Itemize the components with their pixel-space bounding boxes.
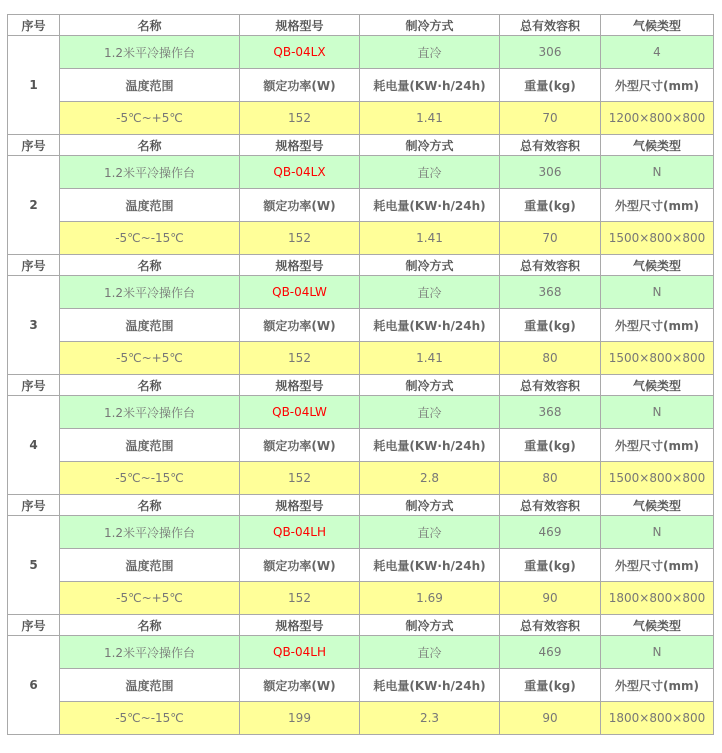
product-power: 152	[240, 222, 360, 255]
header-cell: 名称	[60, 15, 240, 36]
sub-header-cell: 重量(kg)	[500, 189, 601, 222]
sub-header-row	[8, 429, 714, 462]
product-volume: 469	[500, 516, 601, 549]
header-row	[8, 495, 714, 516]
sub-header-cell: 额定功率(W)	[240, 669, 360, 702]
header-row	[8, 135, 714, 156]
header-cell: 制冷方式	[360, 495, 500, 516]
product-spec-row	[8, 582, 714, 615]
header-cell: 总有效容积	[500, 375, 601, 396]
sub-header-row	[8, 549, 714, 582]
sub-header-cell: 耗电量(KW·h/24h)	[360, 309, 500, 342]
header-cell: 气候类型	[601, 255, 714, 276]
product-spec-row	[8, 702, 714, 735]
sub-header-cell: 重量(kg)	[500, 669, 601, 702]
sub-header-cell: 耗电量(KW·h/24h)	[360, 189, 500, 222]
header-cell: 总有效容积	[500, 255, 601, 276]
product-size: 1800×800×800	[601, 702, 714, 735]
product-model: QB-04LW	[240, 276, 360, 309]
header-cell: 气候类型	[601, 135, 714, 156]
header-cell: 规格型号	[240, 495, 360, 516]
header-row	[8, 615, 714, 636]
product-temp-range: -5℃~-15℃	[60, 702, 240, 735]
product-temp-range: -5℃~-15℃	[60, 462, 240, 495]
header-cell: 气候类型	[601, 495, 714, 516]
product-spec-row	[8, 342, 714, 375]
header-cell: 制冷方式	[360, 135, 500, 156]
header-cell: 气候类型	[601, 615, 714, 636]
sub-header-cell: 重量(kg)	[500, 549, 601, 582]
product-model: QB-04LX	[240, 156, 360, 189]
header-cell: 规格型号	[240, 255, 360, 276]
product-weight: 80	[500, 342, 601, 375]
product-size: 1500×800×800	[601, 462, 714, 495]
product-weight: 70	[500, 222, 601, 255]
sub-header-row	[8, 309, 714, 342]
sub-header-cell: 额定功率(W)	[240, 69, 360, 102]
sub-header-row	[8, 669, 714, 702]
product-cooling: 直冷	[360, 636, 500, 669]
product-power: 152	[240, 582, 360, 615]
product-model: QB-04LW	[240, 396, 360, 429]
product-consumption: 1.41	[360, 342, 500, 375]
header-cell: 制冷方式	[360, 15, 500, 36]
product-index: 6	[8, 636, 60, 735]
product-climate: 4	[601, 36, 714, 69]
product-volume: 368	[500, 396, 601, 429]
product-power: 152	[240, 342, 360, 375]
header-cell: 规格型号	[240, 615, 360, 636]
product-spec-row	[8, 462, 714, 495]
product-consumption: 1.41	[360, 222, 500, 255]
header-cell: 规格型号	[240, 15, 360, 36]
product-cooling: 直冷	[360, 396, 500, 429]
product-model: QB-04LH	[240, 516, 360, 549]
header-cell: 名称	[60, 135, 240, 156]
product-climate: N	[601, 516, 714, 549]
product-temp-range: -5℃~+5℃	[60, 582, 240, 615]
product-power: 152	[240, 462, 360, 495]
product-weight: 80	[500, 462, 601, 495]
product-name: 1.2米平冷操作台	[60, 36, 240, 69]
header-cell: 制冷方式	[360, 375, 500, 396]
sub-header-cell: 外型尺寸(mm)	[601, 189, 714, 222]
sub-header-cell: 额定功率(W)	[240, 309, 360, 342]
product-cooling: 直冷	[360, 36, 500, 69]
header-cell: 总有效容积	[500, 495, 601, 516]
sub-header-cell: 温度范围	[60, 69, 240, 102]
product-size: 1200×800×800	[601, 102, 714, 135]
sub-header-cell: 温度范围	[60, 549, 240, 582]
product-power: 152	[240, 102, 360, 135]
header-cell: 气候类型	[601, 375, 714, 396]
product-model: QB-04LH	[240, 636, 360, 669]
product-weight: 70	[500, 102, 601, 135]
sub-header-cell: 耗电量(KW·h/24h)	[360, 549, 500, 582]
product-climate: N	[601, 276, 714, 309]
header-cell: 制冷方式	[360, 615, 500, 636]
header-cell: 序号	[8, 135, 60, 156]
product-row	[8, 396, 714, 429]
product-index: 4	[8, 396, 60, 495]
product-consumption: 1.41	[360, 102, 500, 135]
product-volume: 306	[500, 36, 601, 69]
product-row	[8, 636, 714, 669]
product-climate: N	[601, 396, 714, 429]
sub-header-cell: 耗电量(KW·h/24h)	[360, 69, 500, 102]
header-cell: 名称	[60, 615, 240, 636]
product-spec-row	[8, 102, 714, 135]
sub-header-cell: 外型尺寸(mm)	[601, 669, 714, 702]
header-cell: 总有效容积	[500, 135, 601, 156]
product-volume: 368	[500, 276, 601, 309]
product-spec-row	[8, 222, 714, 255]
product-name: 1.2米平冷操作台	[60, 636, 240, 669]
product-power: 199	[240, 702, 360, 735]
header-cell: 规格型号	[240, 135, 360, 156]
product-consumption: 2.3	[360, 702, 500, 735]
header-cell: 总有效容积	[500, 615, 601, 636]
spec-table-body	[8, 15, 714, 735]
header-row	[8, 15, 714, 36]
product-row	[8, 516, 714, 549]
sub-header-cell: 重量(kg)	[500, 69, 601, 102]
product-volume: 306	[500, 156, 601, 189]
sub-header-cell: 温度范围	[60, 309, 240, 342]
product-name: 1.2米平冷操作台	[60, 156, 240, 189]
sub-header-cell: 额定功率(W)	[240, 429, 360, 462]
header-cell: 名称	[60, 375, 240, 396]
sub-header-cell: 重量(kg)	[500, 429, 601, 462]
header-cell: 序号	[8, 15, 60, 36]
product-size: 1500×800×800	[601, 342, 714, 375]
product-row	[8, 156, 714, 189]
product-cooling: 直冷	[360, 156, 500, 189]
header-cell: 名称	[60, 255, 240, 276]
product-volume: 469	[500, 636, 601, 669]
product-model: QB-04LX	[240, 36, 360, 69]
header-cell: 序号	[8, 615, 60, 636]
sub-header-cell: 温度范围	[60, 429, 240, 462]
header-cell: 序号	[8, 375, 60, 396]
header-cell: 总有效容积	[500, 15, 601, 36]
header-row	[8, 255, 714, 276]
product-row	[8, 36, 714, 69]
header-cell: 序号	[8, 255, 60, 276]
header-cell: 气候类型	[601, 15, 714, 36]
header-row	[8, 375, 714, 396]
product-climate: N	[601, 156, 714, 189]
sub-header-cell: 温度范围	[60, 669, 240, 702]
product-temp-range: -5℃~+5℃	[60, 102, 240, 135]
product-name: 1.2米平冷操作台	[60, 276, 240, 309]
sub-header-cell: 额定功率(W)	[240, 549, 360, 582]
spec-table	[7, 14, 714, 735]
product-size: 1800×800×800	[601, 582, 714, 615]
product-cooling: 直冷	[360, 276, 500, 309]
product-consumption: 1.69	[360, 582, 500, 615]
product-index: 1	[8, 36, 60, 135]
product-consumption: 2.8	[360, 462, 500, 495]
sub-header-cell: 温度范围	[60, 189, 240, 222]
sub-header-row	[8, 69, 714, 102]
header-cell: 制冷方式	[360, 255, 500, 276]
sub-header-cell: 额定功率(W)	[240, 189, 360, 222]
product-temp-range: -5℃~+5℃	[60, 342, 240, 375]
sub-header-cell: 耗电量(KW·h/24h)	[360, 429, 500, 462]
sub-header-row	[8, 189, 714, 222]
sub-header-cell: 外型尺寸(mm)	[601, 429, 714, 462]
product-climate: N	[601, 636, 714, 669]
sub-header-cell: 外型尺寸(mm)	[601, 69, 714, 102]
sub-header-cell: 重量(kg)	[500, 309, 601, 342]
header-cell: 规格型号	[240, 375, 360, 396]
product-weight: 90	[500, 582, 601, 615]
product-index: 3	[8, 276, 60, 375]
product-weight: 90	[500, 702, 601, 735]
sub-header-cell: 耗电量(KW·h/24h)	[360, 669, 500, 702]
product-row	[8, 276, 714, 309]
product-cooling: 直冷	[360, 516, 500, 549]
product-index: 5	[8, 516, 60, 615]
product-temp-range: -5℃~-15℃	[60, 222, 240, 255]
product-size: 1500×800×800	[601, 222, 714, 255]
sub-header-cell: 外型尺寸(mm)	[601, 309, 714, 342]
product-name: 1.2米平冷操作台	[60, 396, 240, 429]
product-index: 2	[8, 156, 60, 255]
product-name: 1.2米平冷操作台	[60, 516, 240, 549]
sub-header-cell: 外型尺寸(mm)	[601, 549, 714, 582]
header-cell: 名称	[60, 495, 240, 516]
header-cell: 序号	[8, 495, 60, 516]
